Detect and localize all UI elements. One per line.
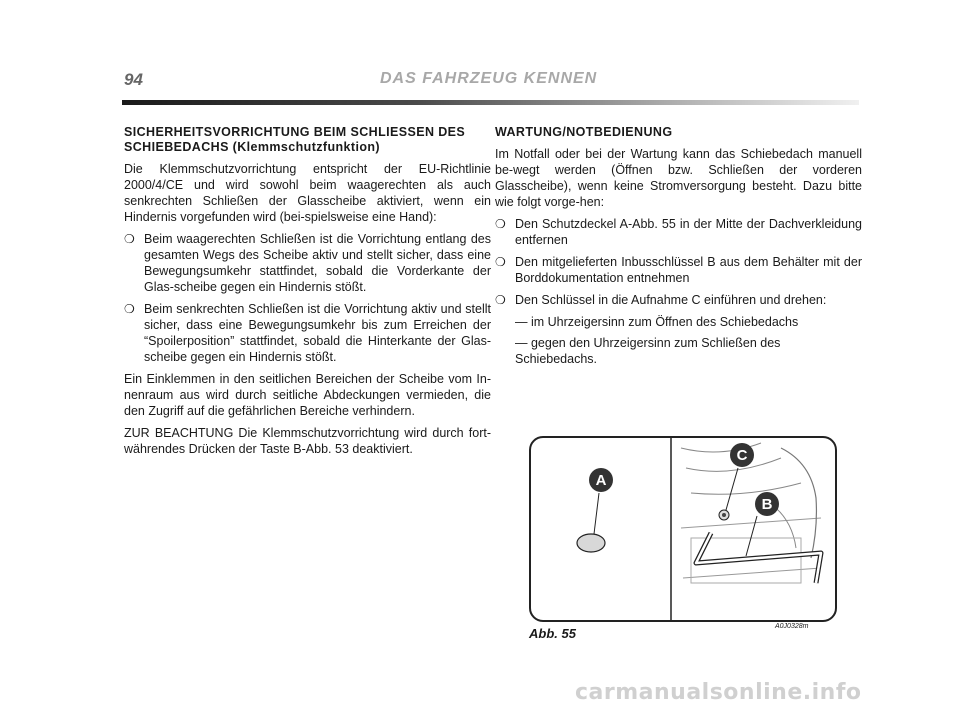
figure-code: A0J0328m [775, 623, 809, 630]
section-heading-anti-pinch: SICHERHEITSVORRICHTUNG BEIM SCHLIESSEN DES SCHIEBEDACHS (Klemmschutzfunktion) [124, 125, 466, 154]
list-item [124, 231, 491, 295]
bullet-circle-icon: ❍ [495, 255, 506, 269]
list-item-text: Beim senkrechten Schließen ist die Vorrichtung aktiv und stellt sicher, dass eine Bewegungsumkehr bis zum Erreichen der “Spoilerposition” stattfindet, sobald die Hinterkante der Glas-scheibe gegen ein Hindernis stößt. [144, 302, 491, 364]
figure-caption: Abb. 55 [529, 626, 576, 641]
list-item [495, 254, 862, 286]
side-cover-paragraph: Ein Einklemmen in den seitlichen Bereichen der Scheibe vom In-nenraum aus wird durch seitliche Abdeckungen vermieden, die den Zugriff auf die gefährlichen Bereiche verhindern. [124, 372, 491, 418]
section-heading-maintenance: WARTUNG/NOTBEDIENUNG [495, 125, 673, 139]
bullet-circle-icon: ❍ [124, 302, 135, 316]
note-paragraph: ZUR BEACHTUNG Die Klemmschutzvorrichtung wird durch fort-währendes Drücken der Taste B-Abb. 53 deaktiviert. [124, 426, 491, 456]
figure-label-b: B [761, 496, 773, 513]
sunroof-diagram [531, 438, 835, 620]
list-item-text: Den Schlüssel in die Aufnahme C einführen und drehen: [515, 293, 827, 307]
intro-paragraph: Im Notfall oder bei der Wartung kann das Schiebedach manuell be-wegt werden (Öffnen bzw. Schließen der vorderen Glasscheibe), wenn keine Stromversorgung besteht. Dazu bitte wie folgt vorge-hen: [495, 147, 862, 209]
dash-item-clockwise: — im Uhrzeigersinn zum Öffnen des Schiebedachs [515, 315, 799, 329]
list-item-text: Beim waagerechten Schließen ist die Vorrichtung entlang des gesamten Wegs des Scheibe aktiv und stellt sicher, dass eine Bewegungsumkehr stattfindet, sobald die Vorderkante der Glas-scheibe gegen ein Hindernis stößt. [144, 232, 491, 294]
figure-label-a: A [595, 472, 607, 489]
page-number: 94 [124, 70, 143, 89]
intro-paragraph: Die Klemmschutzvorrichtung entspricht der EU-Richtlinie 2000/4/CE und wird sowohl beim waagerechten als auch senkrechten Schließen der Glasscheibe aktiviert, wenn ein Hindernis vorgefunden wird (bei-spielsweise eine Hand): [124, 162, 491, 224]
dash-item-counterclockwise: — gegen den Uhrzeigersinn zum Schließen des Schiebedachs. [515, 336, 781, 366]
list-item [124, 301, 491, 365]
bullet-circle-icon: ❍ [124, 232, 135, 246]
watermark: carmanualsonline.info [575, 680, 862, 705]
figure-illustration [529, 436, 837, 622]
right-column [495, 125, 862, 372]
page-header-title: DAS FAHRZEUG KENNEN [380, 70, 598, 87]
list-item [495, 292, 862, 308]
list-item [495, 216, 862, 248]
left-column [124, 125, 491, 463]
list-item-text: Den Schutzdeckel A-Abb. 55 in der Mitte der Dachverkleidung entfernen [515, 217, 862, 247]
list-item-text: Den mitgelieferten Inbusschlüssel B aus dem Behälter mit der Borddokumentation entnehmen [515, 255, 862, 285]
bullet-circle-icon: ❍ [495, 217, 506, 231]
figure-label-c: C [736, 447, 748, 464]
header-rule [122, 100, 859, 105]
bullet-circle-icon: ❍ [495, 293, 506, 307]
